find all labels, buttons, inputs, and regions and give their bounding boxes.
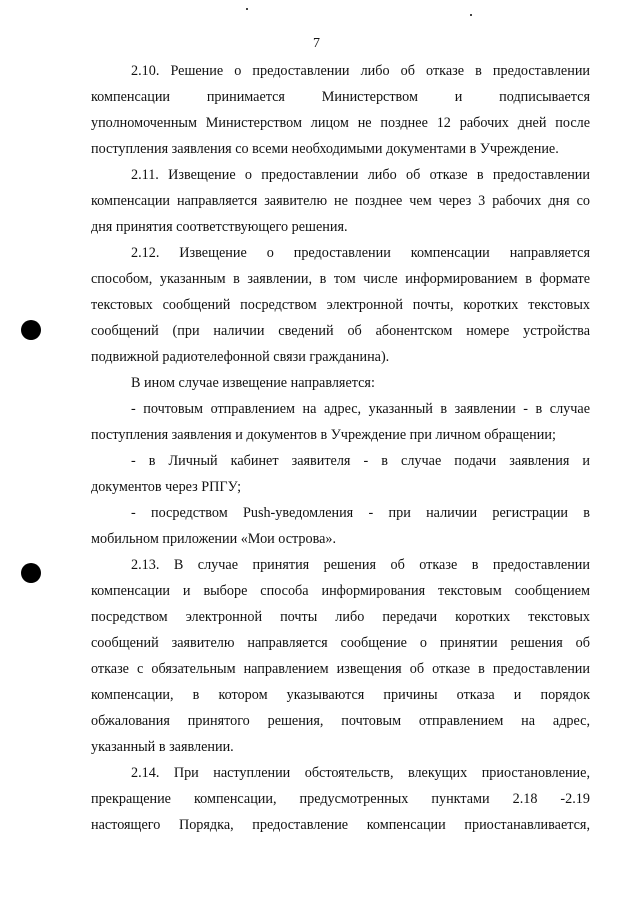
paragraph-2-14-line: настоящего Порядка, предоставление компенсации приостанавливается, [91, 817, 590, 833]
page-number: 7 [313, 36, 320, 51]
paragraph-2-11-line: компенсации направляется заявителю не позднее чем через 3 рабочих дня со [91, 193, 590, 209]
scan-speck [470, 14, 472, 16]
paragraph-2-10-line: компенсации принимается Министерством и подписывается [91, 89, 590, 105]
notice-option-cabinet-line: - в Личный кабинет заявителя - в случае подачи заявления и [131, 453, 590, 469]
paragraph-2-13-line: посредством электронной почты либо передачи коротких текстовых [91, 609, 590, 625]
notice-option-push-line: мобильном приложении «Мои острова». [91, 531, 337, 547]
paragraph-2-13-line: обжалования принятого решения, почтовым отправлением на адрес, [91, 713, 590, 729]
paragraph-2-11-line: дня принятия соответствующего решения. [91, 219, 348, 235]
paragraph-2-12-line: 2.12. Извещение о предоставлении компенсации направляется [131, 245, 590, 261]
paragraph-2-12-line: способом, указанным в заявлении, в том числе информированием в формате [91, 271, 590, 287]
notice-intro-line: В ином случае извещение направляется: [131, 375, 375, 391]
paragraph-2-13-line: 2.13. В случае принятия решения об отказе в предоставлении [131, 557, 590, 573]
paragraph-2-13-line: компенсации и выборе способа информирования текстовым сообщением [91, 583, 590, 599]
paragraph-2-12-line: текстовых сообщений посредством электронной почты, коротких текстовых [91, 297, 590, 313]
paragraph-2-11-line: 2.11. Извещение о предоставлении либо об отказе в предоставлении [131, 167, 590, 183]
paragraph-2-14-line: 2.14. При наступлении обстоятельств, влекущих приостановление, [131, 765, 590, 781]
paragraph-2-13-line: сообщений заявителю направляется сообщение о принятии решения об [91, 635, 590, 651]
notice-option-mail-line: поступления заявления и документов в Учреждение при личном обращении; [91, 427, 556, 443]
scan-speck [246, 8, 248, 10]
notice-option-cabinet-line: документов через РПГУ; [91, 479, 242, 495]
paragraph-2-12-line: подвижной радиотелефонной связи гражданина). [91, 349, 390, 365]
paragraph-2-10-line: уполномоченным Министерством лицом не позднее 12 рабочих дней после [91, 115, 590, 131]
paragraph-2-13-line: отказе с обязательным направлением извещения об отказе в предоставлении [91, 661, 590, 677]
notice-option-push-line: - посредством Push-уведомления - при наличии регистрации в [131, 505, 590, 521]
binder-hole [21, 563, 41, 583]
paragraph-2-10-line: 2.10. Решение о предоставлении либо об отказе в предоставлении [131, 63, 590, 79]
paragraph-2-13-line: указанный в заявлении. [91, 739, 234, 755]
binder-hole [21, 320, 41, 340]
paragraph-2-12-line: сообщений (при наличии сведений об абонентском номере устройства [91, 323, 590, 339]
paragraph-2-13-line: компенсации, в котором указываются причины отказа и порядок [91, 687, 590, 703]
paragraph-2-14-line: прекращение компенсации, предусмотренных пунктами 2.18 -2.19 [91, 791, 590, 807]
notice-option-mail-line: - почтовым отправлением на адрес, указанный в заявлении - в случае [131, 401, 590, 417]
paragraph-2-10-line: поступления заявления со всеми необходимыми документами в Учреждение. [91, 141, 559, 157]
